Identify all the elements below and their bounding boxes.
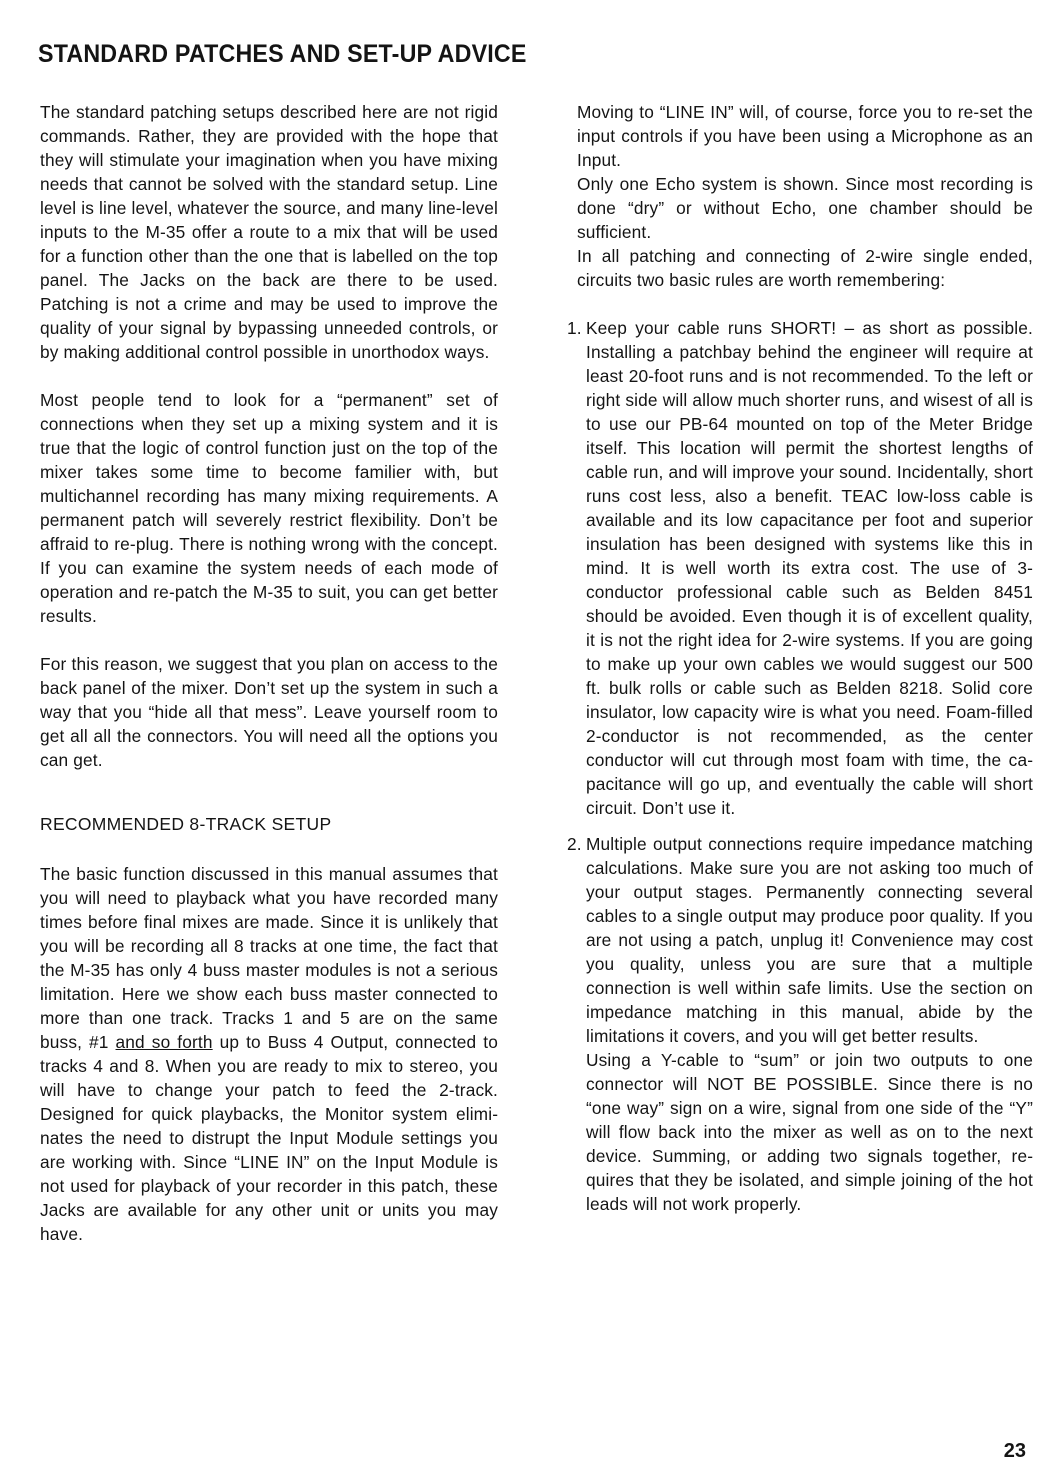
page-number: 23 — [1003, 1440, 1026, 1462]
basic-rules-list — [567, 316, 1033, 1216]
intro-paragraph: The standard patching setups described here are not rigid commands. Rather, they are provided with the hope that they will stimulate your imagination when you have mixing needs that cannot be solved with the standard setup. Line level is line level, whatever the source, and many line-level inputs to the M-35 offer a route to a mix that will be used for a function other than the one that is labelled on the top panel. The Jacks on the back are there to be used. Patching is not a crime and may be used to improve the quality of your signal by bypassing unneeded controls, or by making additional control possible in unorthodox ways. — [40, 102, 498, 362]
rule-number: 1. — [567, 318, 582, 338]
rule-item-1 — [567, 316, 1033, 820]
page-title: STANDARD PATCHES AND SET-UP ADVICE — [38, 40, 527, 68]
right-column — [567, 100, 1033, 1216]
permanent-patch-paragraph: Most people tend to look for a “permanent” set of connections when they set up a mixing system and it is true that the logic of control function just on the top of the mixer takes some time to become familier with, but multichannel recording has many mixing requirements. A permanent patch will severely restrict flexibility. Don’t be affraid to re-plug. There is nothing wrong with the concept. If you can examine the system needs of each mode of operation and re-patch the M-35 to suit, you can get better results. — [40, 390, 498, 626]
line-in-paragraph: Moving to “LINE IN” will, of course, force you to re-set the input controls if you have been using a Microphone as an Input. — [577, 102, 1033, 170]
basic-rules-intro-paragraph: In all patching and connecting of 2-wire single ended, circuits two basic rules are worth remembering: — [577, 246, 1033, 290]
back-panel-access-paragraph: For this reason, we suggest that you plan on access to the back panel of the mixer. Don’t set up the system in such a way that you “hide all that mess”. Leave yourself room to get all all the connectors. You will need all the options you can get. — [40, 654, 498, 770]
rule-2-text: Multiple output connections require impedance matching calculations. Make sure you are not asking too much of your output stages. Permanently connecting several cables to a single output may produce poor quality. If you are not using a patch, unplug it! Convenience may cost you quality, unless you are sure that a multiple connection is well within safe limits. Use the section on impedance matching in this manual, abide by the limitations it covers, and you will get better results. — [586, 834, 1033, 1046]
rule-number: 2. — [567, 834, 582, 854]
left-column — [40, 100, 498, 1246]
8-track-text-part-1: The basic function discussed in this manual assumes that you will need to playback what you have recorded many times before final mixes are made. Since it is unlikely that you will be recording all 8 tracks at one time, the fact that the M-35 has only 4 buss master modules is not a serious limitation. Here we show each buss master connected to more than one track. Tracks 1 and 5 are on the same buss, #1 — [40, 864, 498, 1052]
echo-system-paragraph: Only one Echo system is shown. Since most recording is done “dry” or without Echo, one chamber should be sufficient. — [577, 174, 1033, 242]
rule-2-y-cable-text: Using a Y-cable to “sum” or join two outputs to one connector will NOT BE POSSIBLE. Since there is no “one way” sign on a wire, signal from one side of the “Y” will flow back into the mixer as well as on to the next device. Summing, or adding two signals together, requires that they be isolated, and simple joining of the hot leads will not work properly. — [586, 1050, 1033, 1214]
8-track-setup-paragraph — [40, 862, 498, 1246]
section-heading-8-track-setup: RECOMMENDED 8-TRACK SETUP — [40, 814, 332, 834]
8-track-text-part-2: up to Buss 4 Output, connected to tracks 4 and 8. When you are ready to mix to stereo, you will have to change your patch to feed the 2-track. Designed for quick playbacks, the Monitor system eliminates the need to distrupt the Input Module settings you are working with. Since “LINE IN” on the Input Module is not used for playback of your recorder in this patch, these Jacks are available for any other unit or units you may have. — [40, 1032, 498, 1244]
rule-1-text: Keep your cable runs SHORT! – as short as possible. Installing a patchbay behind the engineer will require at least 20-foot runs and is not recommended. To the left or right side will allow much shorter runs, and wisest of all is to use our PB-64 mounted on top of the Meter Bridge itself. This location will permit the shortest lengths of cable run, and will improve your sound. Incidentally, short runs cost less, also a benefit. TEAC low-loss cable is available and its low capacitance per foot and superior insulation has been designed with systems like this in mind. It is well worth its extra cost. The use of 3-conductor professional cable such as Belden 8451 should be avoided. Even though it is of excellent quality, it is not the right idea for 2-wire systems. If you are going to make up your own cables we would suggest our 500 ft. bulk rolls or cable such as Belden 8218. Solid core insulator, low capacity wire is what you need. Foam-filled 2-conductor is not recommended, as the center conductor will cut through most foam with time, the capacitance will go up, and eventually the cable will short circuit. Don’t use it. — [586, 318, 1033, 818]
underlined-phrase: and so forth — [115, 1032, 213, 1052]
rule-item-2 — [567, 832, 1033, 1216]
